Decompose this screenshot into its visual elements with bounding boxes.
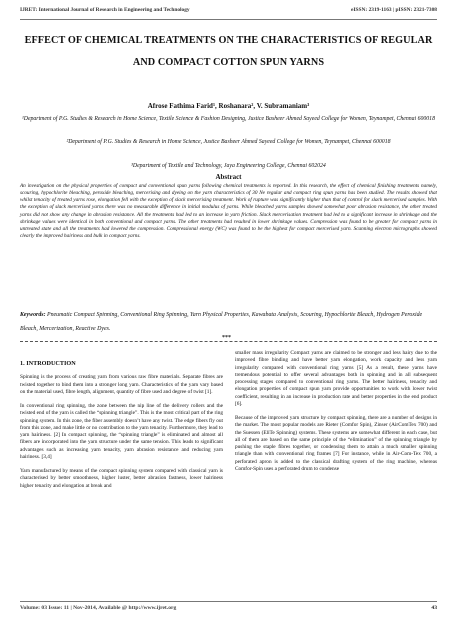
paper-title: EFFECT OF CHEMICAL TREATMENTS ON THE CHARACTERISTICS OF REGULAR AND COMPACT COTTON SPUN YARNS [24,35,433,68]
section-separator [20,341,437,342]
abstract-text: An investigation on the physical properties of compact and conventional spun yarns following chemical treatments is reported. In this research, the effect of chemical finishing treatments namely, scouring, hypochlorite bleaching, peroxide bleaching, mercerising and dyeing on the yarn characteristics of 30 Ne regular and compact ring spun yarns has been studied. The results showed that whilst tenacity of treated yarns rose, elongation fell with the exception of slack mercerising treatment. Work of rupture was significantly higher than that of control for slack mercerised samples. With the exception of slack mercerised yarns there was no measurable difference in initial modulus of yarns. While bleached yarns samples showed somewhat poor abrasion resistance, the other treated yarns did not show any change in abrasion resistance. All the treatments had led to an increase in yarn friction. Slack mercerisation treatment had led to a significant increase in shrinkage and the shrinkage values were identical in both conventional and compact yarns. The other treatments had resulted in lower shrinkage values. Compression was found to be greater for compact yarns in untreated state and all the treatments had lowered the compression. Compressional energy (WC) was found to be the highest for compact mercerised yarn. Scanning electron micrographs showed clearly the improved hairiness and bulk in compact yarns. [20,183,437,240]
journal-name: IJRET: International Journal of Research in Engineering and Technology [20,7,190,13]
footer-volume: Volume: 03 Issue: 11 | Nov-2014, Available @ http://www.ijret.org [20,605,177,611]
footer-rule [20,601,437,602]
running-header [20,7,437,13]
issn: eISSN: 2319-1163 | pISSN: 2321-7308 [351,7,437,13]
separator-mark: *** [222,335,231,341]
right-column [235,350,437,480]
running-footer [20,605,437,611]
keywords-label: Keywords: [20,312,46,318]
section-heading: 1. INTRODUCTION [20,360,76,367]
paragraph: In conventional ring spinning, the zone between the nip line of the delivery rollers and the twisted end of the yarn is called the “spinning triangle”. This is the most critical part of the ring spinning system. In this zone, the fiber assembly doesn’t have any twist. The edge fibers fly out from this zone, and make little or no contribution to the yarn tenacity. Furthermore, they lead to yarn hairiness. [2] In compact spinning, the “spinning triangle” is eliminated and almost all fibers are incorporated into the yarn structure under the same tension. This leads to significant advantages such as increasing yarn tenacity, yarn abrasion resistance and reducing yarn hairiness. [3,4] [20,403,223,460]
paragraph: smaller mass irregularity Compact yarns are claimed to be stronger and less hairy due to the improved fibre binding and have better yarn elongation, work capacity and less yarn irregularity compared with conventional ring yarns [5] As a result, these yarns have tremendous potential to offer several advantages both in spinning and in all subsequent processing stages compared to conventional ring yarns. The better hairiness, tenacity and elongation properties of compact spun yarn provide opportunities to work with lower twist coefficient, resulting in an increase in production rate and better properties in the end product [6]. [235,350,437,407]
header-rule [20,19,437,20]
left-column [20,350,223,497]
affiliation-2: ²Department of P.G. Studies & Research in Home Science, Justice Basheer Ahmed Sayeed College for Women, Teynampet, Chennai 600018 [66,139,391,145]
author-list: Afrose Fathima Farid¹, Roshanara², V. Subramaniam³ [147,102,310,110]
keywords [20,308,437,336]
paragraph: Spinning is the process of creating yarn from various raw fibre materials. Separate fibres are twisted together to bind them into a stronger long yarn. Characteristics of the yarn vary based on the material used, fibre length, alignment, quantity of fibre used and degree of twist [1]. [20,374,223,395]
page-number: 43 [431,605,437,611]
affiliation-3: ³Department of Textile and Technology, Jaya Engineering College, Chennai 602024 [131,163,326,169]
affiliation-1: ¹Department of P.G. Studies & Research in Home Science, Textile Science & Fashion Designing, Justice Basheer Ahmed Sayeed College for Women, Teynampet, Chennai 600018 [22,116,435,122]
abstract-heading: Abstract [215,173,242,181]
keywords-text: Pneumatic Compact Spinning, Conventional Ring Spinning, Yarn Physical Properties, Kawabata Analysis, Scouring, Hypochlorite Bleach, Hydrogen Peroxide Bleach, Mercerization, Reactive Dyes. [20,312,423,332]
paragraph: Yarn manufactured by means of the compact spinning system compared with classical yarn is characterised by better smoothness, higher luster, better abrasion fastness, lower hairiness higher tenacity and elongation at break and [20,468,223,489]
paragraph: Because of the improved yarn structure by compact spinning, there are a number of designs in the market. The most popular models are Rieter (Comfor Spin), Zinser (AirComTex 700) and the Suessen (EliTe Spinning) systems. These systems are somewhat different in each case, but all of them are based on the same principle of the “elimination” of the spinning triangle by pushing the staple fibres together, or condensing them to attain a much smaller spinning triangle than with conventional ring frames [7] For instance, while in Air-Com-Tex 700, a perforated apron is added to the classical drafting system of the ring machine, whereas Comfor-Spin uses a perforated drum to condense [235,415,437,472]
